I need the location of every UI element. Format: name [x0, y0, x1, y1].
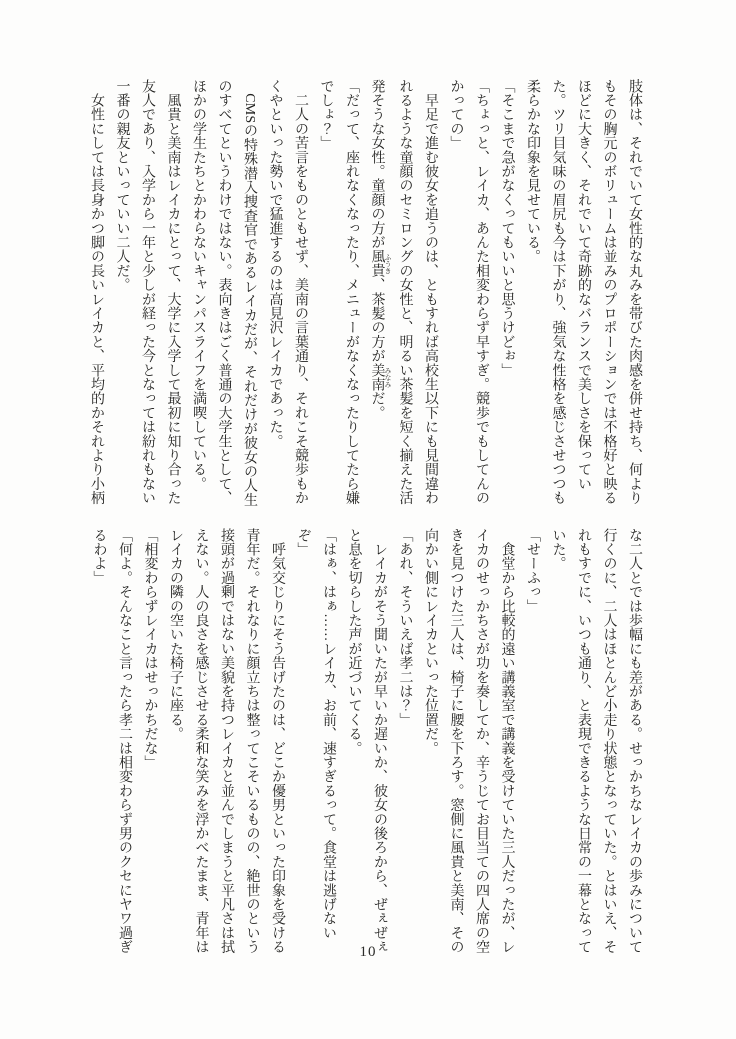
text-line: 柔らかな印象を見せている。 [525, 79, 540, 264]
text-line: イカのせっかちさが功を奏してか、辛うじてお目当ての四人席の空 [474, 528, 489, 954]
text-line: 「あれ、そういえば孝二は？」 [397, 528, 413, 727]
furigana-ruby: 美南 みなみ [369, 363, 392, 392]
text-line: 「相変わらずレイカはせっかちだな」 [142, 528, 158, 770]
text-line: 呼気交じりにそう告げたのは、どこか優男といった印象を受ける [270, 528, 285, 954]
text-line: CMSの特殊潜入捜査官であるレイカだが、それだけが彼女の人生 [242, 79, 257, 507]
text-line: いた。 [550, 528, 566, 571]
lower-text-block [86, 528, 647, 954]
text-line: れもすでに、いつも通り、と表現できるような日常の一幕となって [576, 528, 591, 954]
text-line: 女性にしては長身かつ脚の長いレイカと、平均的かそれより小柄 [89, 79, 104, 505]
text-line: かっての」 [448, 79, 464, 150]
text-line: 友人であり、入学から一年と少しが経った今となっては紛れもない [140, 79, 155, 505]
text-line: と息を切らした声が近づいてくる。 [346, 528, 362, 756]
text-line: た。ツリ目気味の眉尻も今は下がり、強気な性格を感じさせつつも [550, 79, 566, 505]
text-line: 青年だ。それなりに顔立ちは整ってこそいるものの、絶世のという [244, 528, 260, 954]
text-line: 一番の親友といっていい二人だ。 [114, 79, 130, 292]
text-line: レイカがそう聞いたが早いか遅いか、彼女の後ろから、ぜぇぜぇ [372, 528, 387, 954]
text-line: くやといった勢いで猛進するのは高見沢レイカであった。 [267, 79, 283, 449]
text-line: レイカの隣の空いた椅子に座る。 [168, 528, 183, 741]
text-line: 「そこまで急がなくってもいいと思うけどぉ」 [499, 79, 515, 378]
text-line: れるような童顔のセミロングの女性と、明るい茶髪を短く揃えた活 [397, 79, 413, 505]
furigana-ruby: 風貴 ふうき [369, 249, 392, 278]
text-line: 早足で進む彼女を追うのは、ともすれば高校生以下にも見間違わ [423, 79, 438, 505]
text-line: 行くのに、二人はほとんど小走り状態となっていた。とはいえ、そ [601, 528, 617, 954]
text-line: 食堂から比較的遠い講義室で講義を受けていた三人だったが、レ [499, 528, 515, 954]
text-line: 「せーふっ」 [525, 528, 540, 614]
text-line: 肢体は、それでいて女性的な丸みを帯びた肉感を併せ持ち、何より [627, 79, 642, 505]
text-line: 「はぁ、はぁ……レイカ、お前、速すぎるって。食堂は逃げない [321, 528, 336, 940]
text-line: ほどに大きく、それでいて奇跡的なバランスで美しさを保ってい [576, 79, 591, 491]
text-line: な二人とでは歩幅にも差がある。せっかちなレイカの歩みについて [627, 528, 642, 954]
text-line: きを見つけた三人は、椅子に腰を下ろす。窓側に風貴と美南、その [448, 528, 464, 954]
text-line: もその胸元のボリュームは並みのプロポーションでは不格好と映る [601, 79, 617, 505]
text-line: のすべてというわけではない。表向きはごく普通の大学生として、 [216, 79, 232, 505]
text-line: 向かい側にレイカといった位置だ。 [423, 528, 438, 756]
upper-text-block [84, 79, 648, 505]
text-line: 二人の苦言をものともせず、美南の言葉通り、それこそ競歩もか [293, 79, 308, 505]
text-line: るわよ」 [91, 528, 107, 585]
text-line: 接頭が過剰ではない美貌を持つレイカと並んでしまうと平凡さは拭 [219, 528, 234, 954]
text-line: 「ちょっと、レイカ、あんた相変わらず早すぎ。競歩でもしてんの [474, 79, 489, 505]
text-line: 「だって、座れなくなったり、メニューがなくなったりしてたら嫌 [344, 79, 359, 505]
text-line: ほかの学生たちとかわらないキャンパスライフを満喫している。 [191, 79, 206, 491]
text-line: えない。人の良さを感じさせる柔和な笑みを浮かべたまま、青年は [193, 528, 209, 954]
text-line: 「何よ。そんなこと言ったら孝二は相変わらず男のクセにヤワ過ぎ [117, 528, 132, 954]
text-line: 風貴と美南はレイカにとって、大学に入学して最初に知り合った [165, 79, 181, 505]
text-line: でしょ？」 [318, 79, 334, 150]
text-line: ぞ」 [295, 528, 311, 557]
page-number: 10 [359, 944, 377, 960]
text-line: 発そうな女性。童顔の方が風貴 ふうき、茶髪の方が美南 みなみだ。 [369, 79, 392, 420]
